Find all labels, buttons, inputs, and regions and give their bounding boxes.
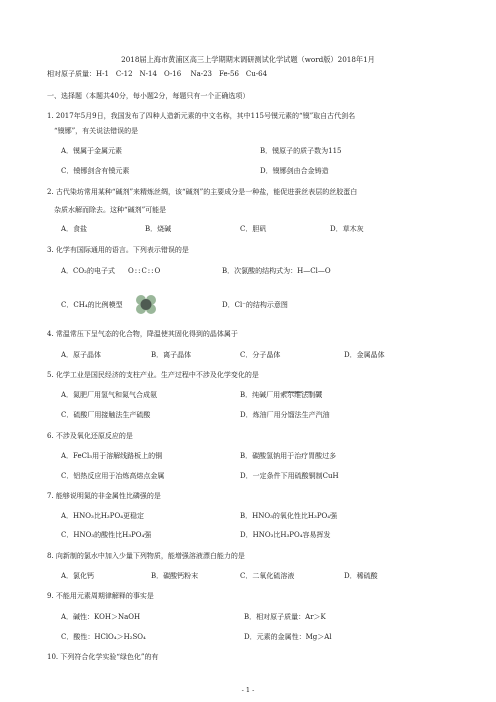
page-title: 2018届上海市黄浦区高三上学期期末调研测试化学试题（word版）2018年1月 bbox=[121, 55, 375, 64]
question-2-option-c: C．胆矾 bbox=[240, 225, 267, 233]
question-2-stem-line-1: 2. 古代染坊常用某种“碱剂”来精炼丝绸，该“碱剂”的主要成分是一种盐，能促进蚕丝表层的丝胶蛋白 bbox=[47, 188, 358, 196]
section-heading: 一、选择题（本题共40分，每小题2分，每题只有一个正确选项） bbox=[47, 92, 250, 100]
question-9-option-b: B．相对原子质量：Ar＞K bbox=[244, 613, 326, 621]
atomic-mass-line: 相对原子质量：H-1 C-12 N-14 O-16 Na-23 Fe-56 Cu-64 bbox=[47, 70, 268, 78]
question-7-stem: 7. 能够说明氮的非金属性比磷强的是 bbox=[47, 492, 161, 500]
question-1-option-c: C．镆铘剑含有镆元素 bbox=[61, 167, 130, 175]
question-3-option-b: B．次氯酸的结构式为：H—Cl—O bbox=[222, 267, 331, 275]
question-1-stem-line-2: “镆铘”，有关说法错误的是 bbox=[47, 127, 139, 135]
question-6-stem: 6. 不涉及氧化还原反应的是 bbox=[47, 432, 133, 440]
question-5-option-c: C．硫酸厂用接触法生产硫酸 bbox=[61, 411, 151, 419]
question-9-stem: 9. 不能用元素周期律解释的事实是 bbox=[47, 592, 154, 600]
question-3-option-c: C．CH₄的比例模型 bbox=[61, 301, 123, 309]
question-4-option-d: D．金属晶体 bbox=[344, 351, 385, 359]
question-8-option-a: A．氯化钙 bbox=[61, 572, 95, 580]
question-8-option-c: C．二氧化硫溶液 bbox=[240, 572, 295, 580]
question-5-stem: 5. 化学工业是国民经济的支柱产业。生产过程中不涉及化学变化的是 bbox=[47, 371, 259, 379]
question-3-stem: 3. 化学有国际通用的语言。下列表示错误的是 bbox=[47, 246, 189, 254]
question-4-option-c: C．分子晶体 bbox=[240, 351, 281, 359]
question-1-option-a: A．镆属于金属元素 bbox=[61, 147, 123, 155]
question-4-option-a: A．原子晶体 bbox=[61, 351, 102, 359]
co2-electron-formula: O::C::O bbox=[128, 267, 162, 275]
question-9-option-d: D．元素的金属性：Mg＞Al bbox=[244, 633, 332, 641]
question-6-option-b: B．碳酸氢钠用于治疗胃酸过多 bbox=[240, 452, 337, 460]
question-8-stem: 8. 向新制的氯水中加入少量下列物质，能增强溶液漂白能力的是 bbox=[47, 552, 245, 560]
question-5-option-b: B．纯碱厂用索尔维法制碱 bbox=[240, 391, 323, 399]
page-number: - 1 - bbox=[241, 686, 255, 694]
question-1-option-b: B．镆原子的质子数为115 bbox=[260, 147, 342, 155]
question-2-option-a: A．食盐 bbox=[61, 225, 88, 233]
question-1-stem-line-1: 1. 2017年5月9日，我国发布了四种人造新元素的中文名称，其中115号镆元素的“镆”取自古代剑名 bbox=[47, 112, 356, 120]
question-6-option-d: D．一定条件下用硫酸铜制CuH bbox=[240, 472, 339, 480]
question-7-option-c: C．HNO₃的酸性比H₃PO₄强 bbox=[61, 531, 152, 539]
question-8-option-d: D．稀硫酸 bbox=[344, 572, 378, 580]
question-9-option-a: A．碱性：KOH＞NaOH bbox=[61, 613, 141, 621]
question-1-option-d: D．镆铘剑由合金铸造 bbox=[260, 167, 329, 175]
question-7-option-a: A．HNO₃比H₃PO₄更稳定 bbox=[61, 512, 144, 520]
question-4-stem: 4. 常温常压下呈气态的化合物，降温使其固化得到的晶体属于 bbox=[47, 330, 238, 338]
question-6-option-a: A．FeCl₃用于溶解线路板上的铜 bbox=[61, 452, 163, 460]
question-3-option-d: D．Cl⁻的结构示意图 bbox=[222, 301, 288, 309]
question-2-option-b: B．烧碱 bbox=[145, 225, 172, 233]
question-9-option-c: C．酸性：HClO₄＞H₂SO₄ bbox=[61, 633, 146, 641]
question-5-option-d: D．炼油厂用分馏法生产汽油 bbox=[240, 411, 330, 419]
question-10-stem: 10. 下列符合化学实验“绿色化”的有 bbox=[47, 653, 159, 661]
question-2-option-d: D．草木灰 bbox=[330, 225, 364, 233]
question-4-option-b: B．离子晶体 bbox=[151, 351, 192, 359]
question-3-option-a: A．CO₂的电子式 bbox=[61, 267, 115, 275]
methane-model-image bbox=[134, 293, 158, 315]
question-6-option-c: C．铝热反应用于冶炼高熔点金属 bbox=[61, 472, 165, 480]
question-8-option-b: B．碳酸钙粉末 bbox=[151, 572, 199, 580]
question-5-option-a: A．氮肥厂用氢气和氮气合成氨 bbox=[61, 391, 158, 399]
question-7-option-d: D．HNO₃比H₃PO₄容易挥发 bbox=[240, 531, 331, 539]
question-2-stem-line-2: 杂质水解而除去。这种“碱剂”可能是 bbox=[47, 206, 167, 214]
question-7-option-b: B．HNO₃的氧化性比H₃PO₄强 bbox=[240, 512, 338, 520]
